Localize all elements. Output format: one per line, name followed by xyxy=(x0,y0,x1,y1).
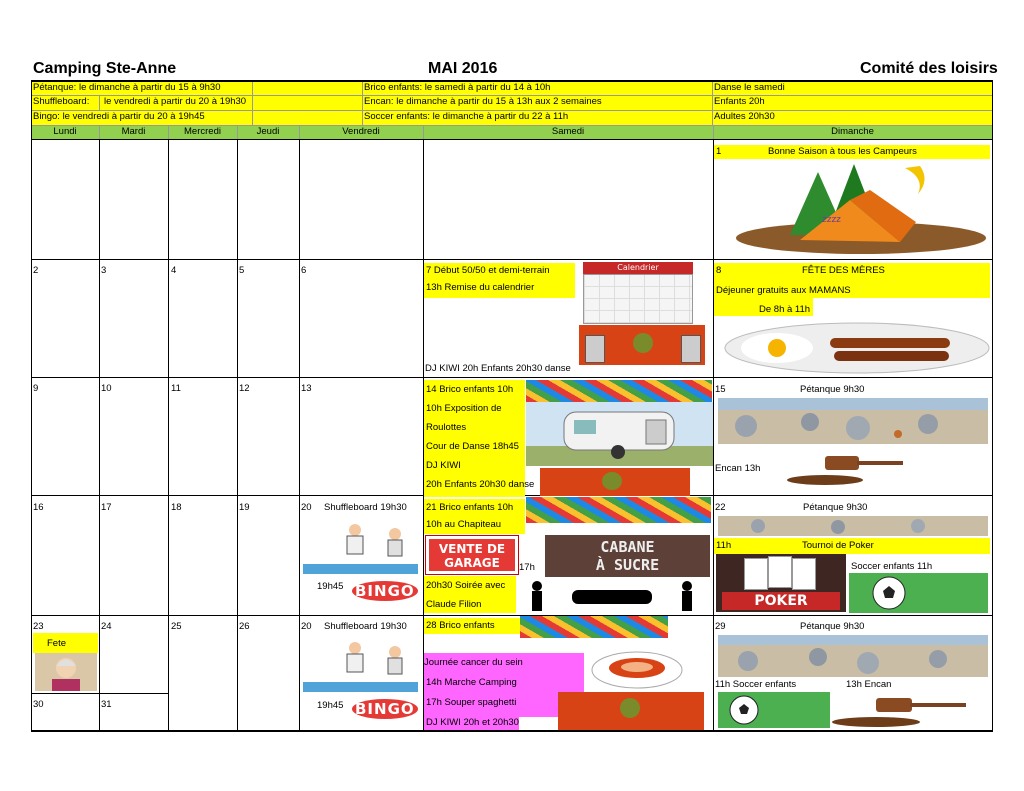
grid-line xyxy=(237,125,238,139)
auction-gavel-icon xyxy=(785,452,905,486)
grid-line xyxy=(31,259,993,260)
grid-line xyxy=(252,81,253,125)
event-text: Bonne Saison à tous les Campeurs xyxy=(768,146,917,157)
date-9: 9 xyxy=(33,383,39,394)
grid-line xyxy=(423,125,424,139)
mother-portrait-icon xyxy=(35,653,97,691)
event-text: 11h xyxy=(716,540,732,551)
info-enfants: Enfants 20h xyxy=(714,96,765,107)
bingo-logo: BINGO xyxy=(352,700,418,726)
grid-border-bottom xyxy=(31,730,993,732)
date-4: 4 xyxy=(171,265,177,276)
date-24: 24 xyxy=(101,621,112,632)
event-text: 10h au Chapiteau xyxy=(426,519,502,530)
day-jeudi: Jeudi xyxy=(256,126,280,137)
grid-border-left xyxy=(31,80,32,731)
info-petanque: Pétanque: le dimanche à partir du 15 à 9h30 xyxy=(33,82,221,93)
grid-line xyxy=(299,125,300,139)
sunday-22-poker-banner xyxy=(714,538,990,554)
day-number: 8 xyxy=(716,265,722,276)
event-text: 20h Enfants 20h30 danse xyxy=(426,479,535,490)
info-danse: Danse le samedi xyxy=(714,82,785,93)
saturday-7-banner xyxy=(424,263,575,298)
sunday-1-banner xyxy=(714,145,990,159)
event-text: Shuffleboard 19h30 xyxy=(324,621,407,632)
grid-line xyxy=(713,125,714,139)
grid-line xyxy=(168,139,169,731)
grid-line xyxy=(31,110,992,111)
grid-line xyxy=(362,81,363,125)
day-dimanche: Dimanche xyxy=(831,126,874,137)
date-16: 16 xyxy=(33,502,44,513)
event-text: Soccer enfants 11h xyxy=(851,561,933,572)
date-18: 18 xyxy=(171,502,182,513)
event-text: Shuffleboard 19h30 xyxy=(324,502,407,513)
date-23: 23 xyxy=(33,621,44,632)
event-text: 28 Brico enfants xyxy=(426,620,495,631)
date-30: 30 xyxy=(33,699,44,710)
info-shuffle-label: Shuffleboard: xyxy=(33,96,90,107)
day-mardi: Mardi xyxy=(121,126,146,137)
dj-stage-icon xyxy=(558,692,704,730)
event-text: Déjeuner gratuits aux MAMANS xyxy=(716,285,851,296)
cabane-a-sucre-sign xyxy=(545,535,710,577)
trailer-icon xyxy=(526,402,713,466)
event-text: 19h45 xyxy=(317,700,344,711)
soccer-ball-icon xyxy=(718,692,830,728)
sign-text: GARAGE xyxy=(444,556,500,570)
grid-line xyxy=(168,125,169,139)
petanque-balls-icon xyxy=(718,398,988,444)
shuffleboard-players-icon xyxy=(303,638,418,694)
band-silhouette-icon xyxy=(517,578,707,614)
event-text: De 8h à 11h xyxy=(759,304,811,315)
saturday-14-banner xyxy=(424,380,535,497)
info-adultes: Adultes 20h30 xyxy=(714,111,775,122)
saturday-28-banner xyxy=(424,618,525,634)
date-26: 26 xyxy=(239,621,250,632)
date-3: 3 xyxy=(101,265,107,276)
event-text: Pétanque 9h30 xyxy=(803,502,868,513)
date-13: 13 xyxy=(301,383,312,394)
event-text: 13h Remise du calendrier xyxy=(426,282,535,293)
day-vendredi: Vendredi xyxy=(342,126,380,137)
grid-line xyxy=(299,139,300,731)
poker-icon xyxy=(716,554,846,612)
bingo-logo: BINGO xyxy=(352,582,418,608)
date-12: 12 xyxy=(239,383,250,394)
saturday-21-banner xyxy=(424,499,525,534)
garage-sale-sign xyxy=(426,536,518,574)
crafts-icon xyxy=(520,616,668,638)
day-number: 1 xyxy=(716,146,722,157)
event-text: 17h Souper spaghetti xyxy=(426,697,517,708)
date-31: 31 xyxy=(101,699,112,710)
camping-tent-icon xyxy=(730,160,992,258)
poker-text: POKER xyxy=(722,592,840,610)
header-right: Comité des loisirs xyxy=(860,60,998,77)
event-text: DJ KIWI 20h Enfants 20h30 danse xyxy=(425,363,571,374)
info-soccer: Soccer enfants: le dimanche à partir du 22 à 11h xyxy=(364,111,569,122)
event-text: 14 Brico enfants 10h xyxy=(426,384,514,395)
grid-line xyxy=(237,139,238,731)
auction-gavel-icon xyxy=(830,692,970,728)
calendar-icon: Calendrier xyxy=(583,262,693,324)
dj-stage-icon xyxy=(540,468,690,496)
sign-text: CABANE xyxy=(600,538,655,556)
shuffleboard-players-icon xyxy=(303,520,418,576)
event-text: Roulottes xyxy=(426,422,467,433)
event-text: Pétanque 9h30 xyxy=(800,621,865,632)
event-text: 7 Début 50/50 et demi-terrain xyxy=(426,265,550,276)
event-text: 21 Brico enfants 10h xyxy=(426,502,514,513)
event-text: Cour de Danse 18h45 xyxy=(426,441,519,452)
grid-border-right xyxy=(992,80,993,731)
day-mercredi: Mercredi xyxy=(184,126,221,137)
sign-text: À SUCRE xyxy=(595,556,660,574)
grid-line xyxy=(31,125,992,126)
event-text: 13h Encan xyxy=(846,679,892,690)
date-2: 2 xyxy=(33,265,39,276)
date-10: 10 xyxy=(101,383,112,394)
header-left: Camping Ste-Anne xyxy=(33,60,177,77)
saturday-21-evening xyxy=(424,576,516,613)
crafts-icon xyxy=(526,497,711,523)
day-number: 29 xyxy=(715,621,726,632)
event-text: 19h45 xyxy=(317,581,344,592)
grid-line xyxy=(99,125,100,139)
soccer-ball-icon xyxy=(849,573,988,613)
info-brico: Brico enfants: le samedi à partir du 14 à 10h xyxy=(364,82,551,93)
sunday-8-banner xyxy=(714,263,990,298)
event-text: Tournoi de Poker xyxy=(802,540,874,551)
dj-stage-icon xyxy=(579,325,705,365)
grid-line xyxy=(31,377,993,378)
dj-banner xyxy=(424,717,519,730)
event-text: DJ KIWI xyxy=(426,460,461,471)
event-text: 17h xyxy=(519,562,535,573)
day-lundi: Lundi xyxy=(53,126,77,137)
info-shuffle-time: le vendredi à partir du 20 à 19h30 xyxy=(104,96,247,107)
date-25: 25 xyxy=(171,621,182,632)
petanque-balls-icon xyxy=(718,516,988,536)
header-month: MAI 2016 xyxy=(428,60,498,77)
event-text: Claude Filion xyxy=(426,599,482,610)
event-text: 11h Soccer enfants xyxy=(715,679,797,690)
sunday-8-time xyxy=(714,298,813,316)
grid-line xyxy=(712,81,713,125)
event-title: FÊTE DES MÈRES xyxy=(802,265,885,276)
grid-line xyxy=(713,139,714,731)
date-5: 5 xyxy=(239,265,245,276)
date-27: 20 xyxy=(301,621,312,632)
date-17: 17 xyxy=(101,502,112,513)
date-11: 11 xyxy=(171,383,181,394)
grid-line xyxy=(31,693,169,694)
petanque-balls-icon xyxy=(718,635,988,677)
grid-line xyxy=(31,139,993,140)
event-text: Pétanque 9h30 xyxy=(800,384,865,395)
fete-banner xyxy=(33,633,98,653)
grid-line xyxy=(99,95,100,110)
grid-line xyxy=(31,615,993,616)
event-text: 20h30 Soirée avec xyxy=(426,580,506,591)
event-text: 10h Exposition de xyxy=(426,403,502,414)
event-text: 14h Marche Camping xyxy=(426,677,517,688)
day-number: 15 xyxy=(715,384,726,395)
info-encan: Encan: le dimanche à partir du 15 à 13h aux 2 semaines xyxy=(364,96,602,107)
event-text: Encan 13h xyxy=(715,463,761,474)
event-text: Journée cancer du sein xyxy=(424,657,523,668)
grid-line xyxy=(31,95,992,96)
day-number: 22 xyxy=(715,502,726,513)
date-6: 6 xyxy=(301,265,307,276)
spaghetti-plate-icon xyxy=(590,646,684,690)
event-text: Fete xyxy=(47,638,67,649)
day-samedi: Samedi xyxy=(551,126,585,137)
info-bingo: Bingo: le vendredi à partir du 20 à 19h45 xyxy=(33,111,205,122)
date-19: 19 xyxy=(239,502,250,513)
sign-text: VENTE DE xyxy=(438,542,506,556)
breakfast-plate-icon xyxy=(722,316,992,374)
grid-border-top xyxy=(31,80,993,82)
date-20: 20 xyxy=(301,502,312,513)
grid-line xyxy=(99,139,100,731)
event-text: DJ KIWI 20h et 20h30 xyxy=(426,717,519,728)
crafts-icon xyxy=(526,380,712,402)
svg-text:zzzz: zzzz xyxy=(822,215,841,225)
